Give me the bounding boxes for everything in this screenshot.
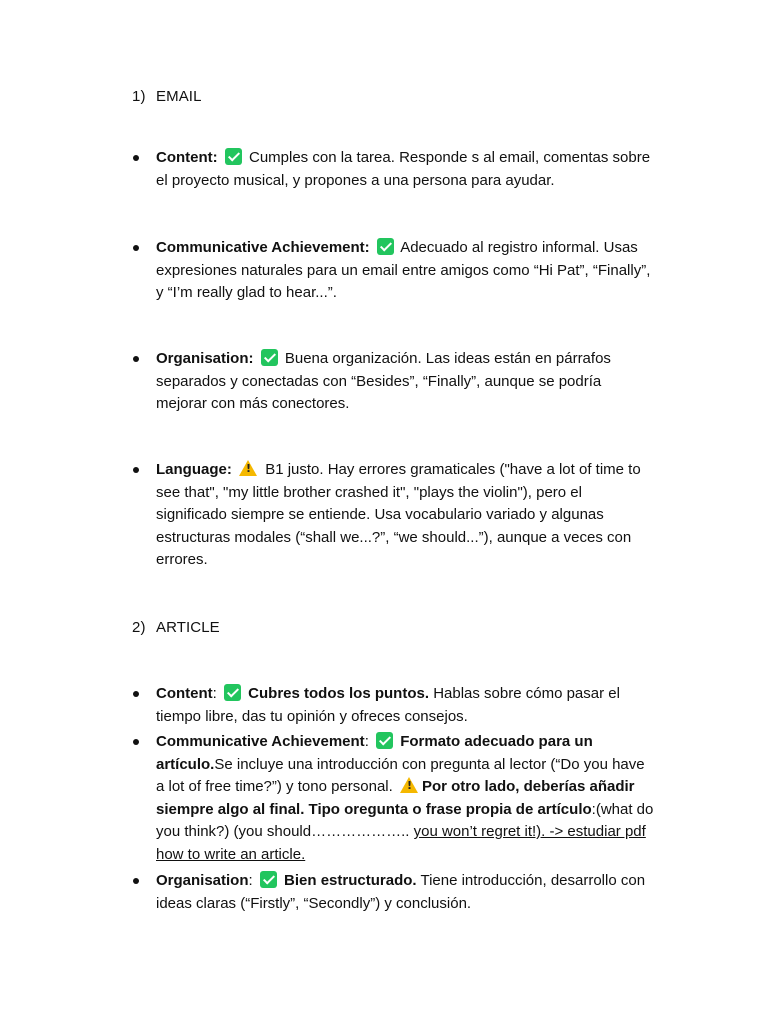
- check-mark-icon: [261, 349, 278, 366]
- criterion-text: Tiene introducción, desarrollo con ideas claras (“Firstly”, “Secondly”) y conclusión.: [156, 872, 646, 912]
- warning-bold-text: Por otro lado, deberías añadir siempre algo al final. Tipo oregunta o frase propia de artículo: [156, 778, 635, 818]
- section-title: ARTICLE: [156, 619, 220, 636]
- underlined-note: you won’t regret it!). -> estudiar pdf how to write an article.: [156, 823, 646, 863]
- list-item-article-content: [156, 683, 656, 728]
- section-title: EMAIL: [156, 88, 202, 105]
- label-colon: :: [212, 685, 217, 702]
- check-mark-icon: [377, 238, 394, 255]
- section-number: 2): [132, 619, 146, 636]
- label-colon: :: [364, 733, 369, 750]
- warning-text: :(what do you think?) (you should………………..: [156, 800, 654, 840]
- bullet-dot: [133, 739, 139, 745]
- warning-icon: [400, 777, 418, 793]
- list-item-article-organisation: [156, 870, 656, 915]
- criterion-label: Content:: [156, 149, 218, 166]
- section-heading-email: [132, 86, 202, 108]
- criterion-text: Hablas sobre cómo pasar el tiempo libre, das tu opinión y ofreces consejos.: [156, 685, 620, 725]
- check-mark-icon: [224, 684, 241, 701]
- list-item-email-communicative: [156, 237, 656, 305]
- criterion-text: B1 justo. Hay errores gramaticales ("have a lot of time to see that", "my little brother crashed it", "plays the violin"), pero el significado siempre se entiende. Usa vocabulario variado y algunas estructuras modales (“shall we...?”, “we should...”), aunque a veces con errores.: [156, 461, 641, 568]
- section-heading-article: [132, 617, 220, 639]
- bullet-dot: [133, 467, 139, 473]
- criterion-label: Communicative Achievement:: [156, 239, 370, 256]
- criterion-label: Content: [156, 685, 213, 702]
- criterion-text: Cumples con la tarea. Responde s al email, comentas sobre el proyecto musical, y propones a una persona para ayudar.: [156, 149, 651, 189]
- criterion-text: Adecuado al registro informal. Usas expresiones naturales para un email entre amigos como “Hi Pat”, “Finally”, y “I’m really glad to hear...”.: [156, 239, 651, 301]
- criterion-bold-text: Bien estructurado.: [284, 872, 417, 889]
- check-mark-icon: [376, 732, 393, 749]
- list-item-article-communicative: [156, 731, 656, 866]
- bullet-dot: [133, 245, 139, 251]
- list-item-email-content: [156, 147, 656, 192]
- criterion-label: Organisation: [156, 872, 249, 889]
- bullet-dot: [133, 878, 139, 884]
- label-colon: :: [248, 872, 253, 889]
- criterion-text: Se incluye una introducción con pregunta al lector (“Do you have a lot of free time?”) y tono personal.: [156, 755, 645, 795]
- criterion-label: Language:: [156, 461, 232, 478]
- list-item-email-language: [156, 459, 656, 572]
- bullet-dot: [133, 356, 139, 362]
- section-number: 1): [132, 88, 146, 105]
- criterion-bold-text: Formato adecuado para un artículo.: [156, 733, 593, 773]
- criterion-bold-text: Cubres todos los puntos.: [248, 685, 430, 702]
- check-mark-icon: [260, 871, 277, 888]
- criterion-label: Organisation:: [156, 350, 254, 367]
- warning-icon: [239, 460, 257, 476]
- criterion-text: Buena organización. Las ideas están en párrafos separados y conectadas con “Besides”, “Finally”, aunque se podría mejorar con más conectores.: [156, 350, 611, 412]
- bullet-dot: [133, 691, 139, 697]
- check-mark-icon: [225, 148, 242, 165]
- bullet-dot: [133, 155, 139, 161]
- list-item-email-organisation: [156, 348, 656, 416]
- criterion-label: Communicative Achievement: [156, 733, 365, 750]
